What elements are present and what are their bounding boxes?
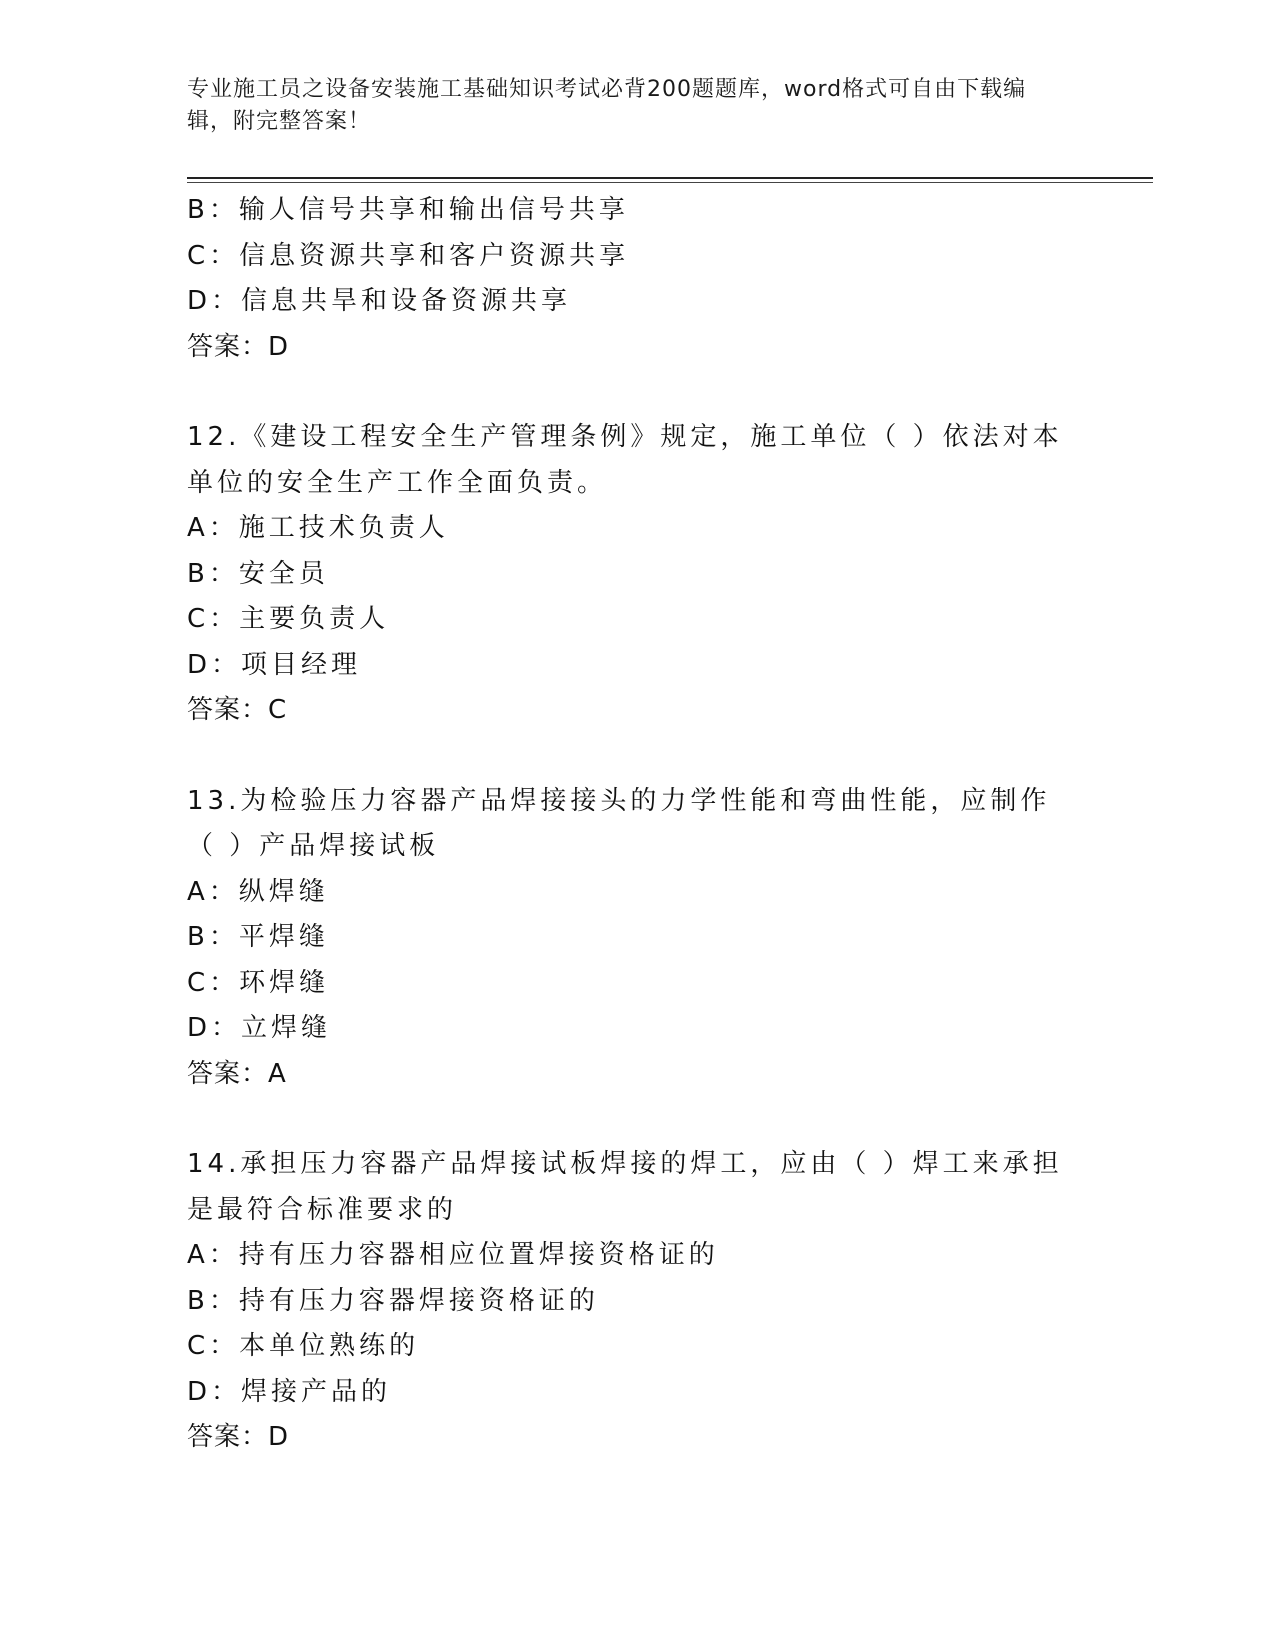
question-stem: 14.承担压力容器产品焊接试板焊接的焊工，应由（ ）焊工来承担是最符合标准要求的 <box>187 1149 1063 1225</box>
option-a: A：持有压力容器相应位置焊接资格证的 <box>187 1240 719 1270</box>
option-b: B：平焊缝 <box>187 922 329 952</box>
option-c: C：信息资源共享和客户资源共享 <box>187 240 630 271</box>
option-b: B：持有压力容器焊接资格证的 <box>187 1285 599 1316</box>
question-14 <box>187 1142 1067 1461</box>
option-d: D：项目经理 <box>187 649 362 680</box>
option-d: D：焊接产品的 <box>187 1376 392 1407</box>
question-stem: 12.《建设工程安全生产管理条例》规定，施工单位（ ）依法对本单位的安全生产工作全面负责。 <box>187 422 1063 498</box>
answer-line: 答案：D <box>187 1422 290 1452</box>
answer-line: 答案：C <box>187 695 288 725</box>
question-stem: 13.为检验压力容器产品焊接接头的力学性能和弯曲性能，应制作（ ）产品焊接试板 <box>187 785 1051 861</box>
option-a: A：施工技术负责人 <box>187 513 449 543</box>
question-12 <box>187 415 1067 734</box>
question-13 <box>187 779 1067 1098</box>
option-c: C：环焊缝 <box>187 967 330 998</box>
document-header: 专业施工员之设备安装施工基础知识考试必背200题题库，word格式可自由下载编辑，附完整答案！ <box>187 77 1027 134</box>
header-divider-thin <box>187 182 1153 183</box>
answer-line: 答案：A <box>187 1058 287 1089</box>
question-list <box>187 188 1067 1461</box>
option-b: B：安全员 <box>187 558 329 589</box>
question-11-continued <box>187 188 1067 370</box>
option-b: B：输人信号共享和输出信号共享 <box>187 195 629 225</box>
option-a: A：纵焊缝 <box>187 876 329 907</box>
header-divider-thick <box>187 177 1153 179</box>
option-d: D：信息共旱和设备资源共享 <box>187 286 572 316</box>
option-c: C：本单位熟练的 <box>187 1331 420 1361</box>
answer-line: 答案：D <box>187 331 290 362</box>
option-d: D：立焊缝 <box>187 1013 332 1043</box>
option-c: C：主要负责人 <box>187 604 390 634</box>
